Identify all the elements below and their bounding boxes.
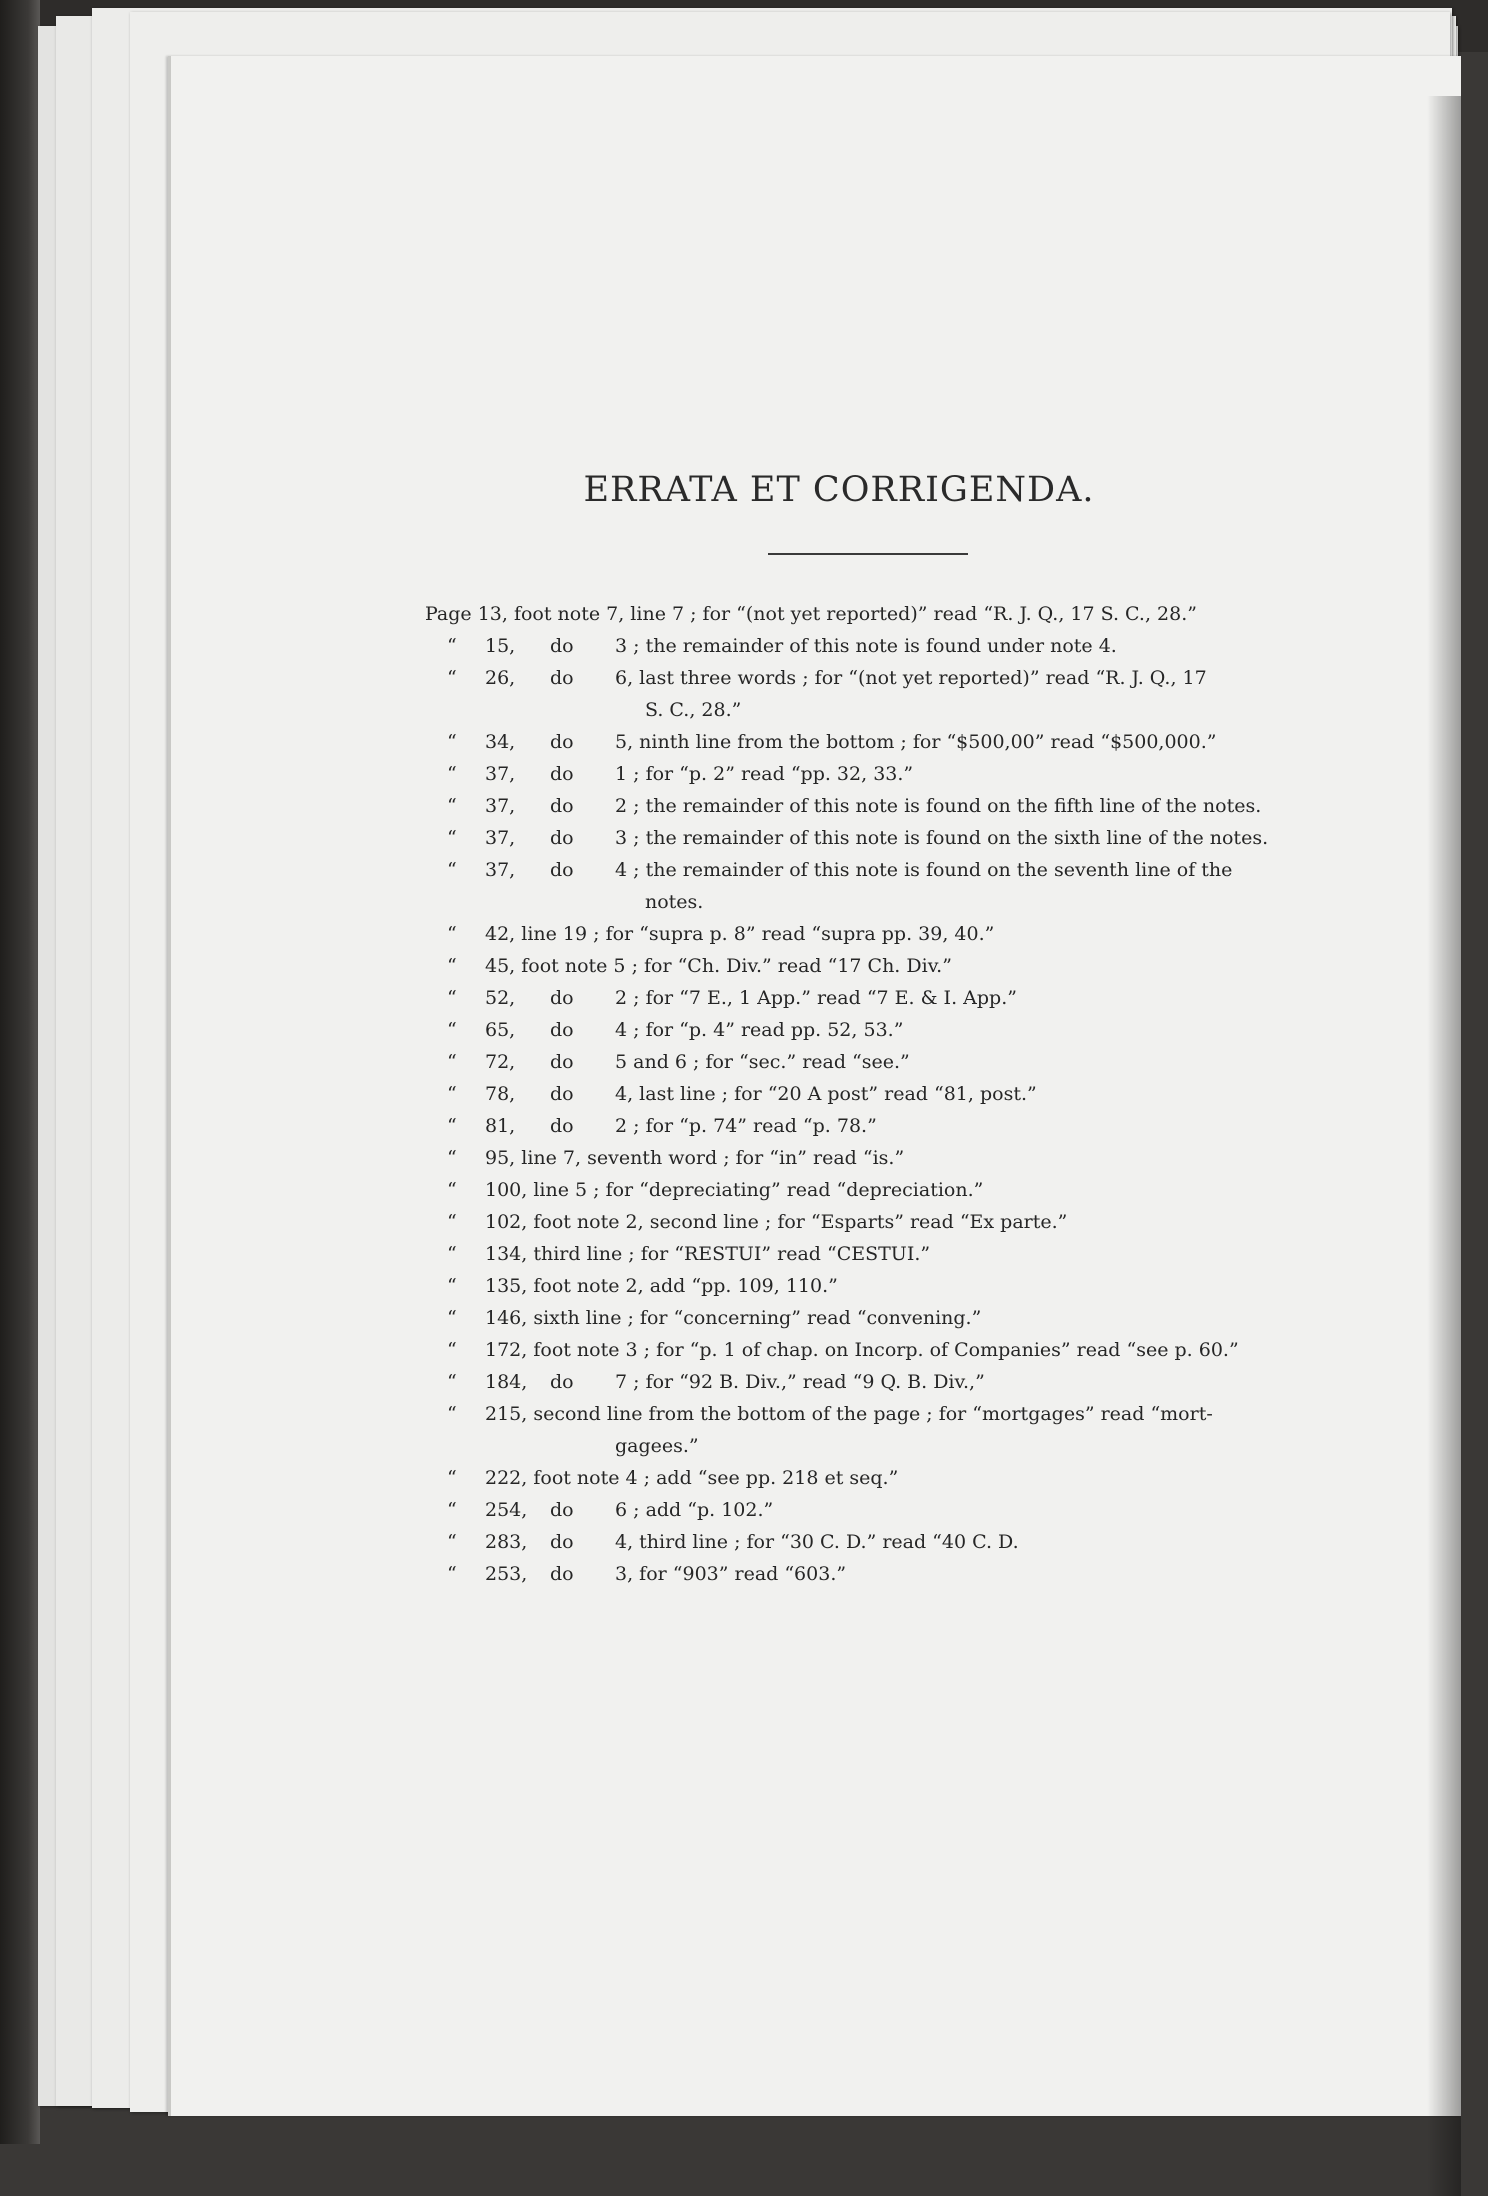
errata-entry-text: 4, third line ; for “30 C. D.” read “40 C. D. [615, 1531, 1019, 1553]
errata-entry-text: 172, foot note 3 ; for “p. 1 of chap. on Incorp. of Companies” read “see p. 60.” [485, 1339, 1239, 1361]
errata-entry-text: 102, foot note 2, second line ; for “Esparts” read “Ex parte.” [485, 1211, 1068, 1233]
ditto-mark: “ [447, 1243, 457, 1265]
ditto-mark: “ [447, 1307, 457, 1329]
errata-list [425, 598, 1325, 1590]
errata-entry [425, 1302, 1325, 1334]
ditto-mark: “ [447, 955, 457, 977]
ditto-mark: “ [447, 1051, 457, 1073]
errata-entry [425, 1558, 1325, 1590]
ditto-mark: “ [447, 635, 457, 657]
errata-page-number: 81, [485, 1115, 516, 1137]
ditto-mark: “ [447, 1179, 457, 1201]
errata-page-number: 37, [485, 827, 516, 849]
ditto-mark: “ [447, 1531, 457, 1553]
errata-entry [425, 1334, 1325, 1366]
errata-entry-text: 6, last three words ; for “(not yet reported)” read “R. J. Q., 17 [615, 667, 1207, 689]
errata-page-number: 253, [485, 1563, 528, 1585]
ditto-mark: “ [447, 827, 457, 849]
title-rule [768, 553, 968, 555]
errata-page-number: 283, [485, 1531, 528, 1553]
ditto-mark: “ [447, 1115, 457, 1137]
errata-page-number: 72, [485, 1051, 516, 1073]
ditto-mark: “ [447, 667, 457, 689]
ditto-mark: “ [447, 731, 457, 753]
errata-entry [425, 822, 1325, 854]
ditto-mark: “ [447, 1019, 457, 1041]
ditto-mark: “ [447, 1275, 457, 1297]
errata-page-number: 65, [485, 1019, 516, 1041]
errata-ditto-word: do [550, 827, 574, 849]
errata-entry [425, 1270, 1325, 1302]
errata-entry [425, 790, 1325, 822]
errata-entry-continuation: gagees.” [615, 1435, 699, 1457]
errata-page-number: 26, [485, 667, 516, 689]
errata-ditto-word: do [550, 1019, 574, 1041]
errata-entry-text: 95, line 7, seventh word ; for “in” read “is.” [485, 1147, 905, 1169]
errata-entry [425, 982, 1325, 1014]
errata-entry [425, 950, 1325, 982]
errata-entry-text: 100, line 5 ; for “depreciating” read “depreciation.” [485, 1179, 984, 1201]
errata-entry-text: 4 ; the remainder of this note is found on the seventh line of the [615, 859, 1233, 881]
errata-entry-text: Page 13, foot note 7, line 7 ; for “(not yet reported)” read “R. J. Q., 17 S. C., 28.” [425, 603, 1197, 625]
errata-ditto-word: do [550, 1563, 574, 1585]
errata-ditto-word: do [550, 1115, 574, 1137]
errata-entry [425, 1078, 1325, 1110]
errata-entry [425, 1206, 1325, 1238]
errata-entry [425, 1014, 1325, 1046]
page-binding-shadow [1427, 96, 1461, 2196]
errata-entry [425, 1174, 1325, 1206]
errata-entry-text: 5 and 6 ; for “sec.” read “see.” [615, 1051, 910, 1073]
errata-page-number: 254, [485, 1499, 528, 1521]
errata-page-number: 37, [485, 763, 516, 785]
scan-background-left [0, 0, 40, 2144]
errata-entry-text: 4, last line ; for “20 A post” read “81, post.” [615, 1083, 1037, 1105]
errata-ditto-word: do [550, 1531, 574, 1553]
errata-entry [425, 662, 1325, 726]
errata-entry-text: 42, line 19 ; for “supra p. 8” read “supra pp. 39, 40.” [485, 923, 995, 945]
errata-entry-text: 5, ninth line from the bottom ; for “$500,00” read “$500,000.” [615, 731, 1217, 753]
errata-ditto-word: do [550, 859, 574, 881]
ditto-mark: “ [447, 1499, 457, 1521]
errata-entry [425, 630, 1325, 662]
errata-entry-first [425, 598, 1325, 630]
errata-entry-text: 135, foot note 2, add “pp. 109, 110.” [485, 1275, 838, 1297]
errata-entry-text: 134, third line ; for “RESTUI” read “CESTUI.” [485, 1243, 931, 1265]
errata-entry-text: 3 ; the remainder of this note is found on the sixth line of the notes. [615, 827, 1269, 849]
errata-ditto-word: do [550, 1371, 574, 1393]
ditto-mark: “ [447, 1371, 457, 1393]
errata-entry [425, 1110, 1325, 1142]
errata-entry [425, 1366, 1325, 1398]
errata-entry-text: 1 ; for “p. 2” read “pp. 32, 33.” [615, 763, 914, 785]
page-title: ERRATA ET CORRIGENDA. [583, 470, 1095, 510]
errata-page-number: 52, [485, 987, 516, 1009]
errata-ditto-word: do [550, 763, 574, 785]
errata-entry-text: 215, second line from the bottom of the page ; for “mortgages” read “mort- [485, 1403, 1213, 1425]
ditto-mark: “ [447, 763, 457, 785]
errata-entry-text: 3, for “903” read “603.” [615, 1563, 847, 1585]
errata-entry-text: 146, sixth line ; for “concerning” read “convening.” [485, 1307, 982, 1329]
errata-ditto-word: do [550, 1051, 574, 1073]
errata-entry [425, 726, 1325, 758]
errata-ditto-word: do [550, 1499, 574, 1521]
ditto-mark: “ [447, 859, 457, 881]
ditto-mark: “ [447, 1339, 457, 1361]
errata-entry [425, 1462, 1325, 1494]
errata-page-number: 78, [485, 1083, 516, 1105]
errata-page-number: 184, [485, 1371, 528, 1393]
errata-entry [425, 1398, 1325, 1462]
ditto-mark: “ [447, 923, 457, 945]
errata-entry [425, 1238, 1325, 1270]
errata-entry-continuation: notes. [645, 891, 704, 913]
errata-entry-text: 45, foot note 5 ; for “Ch. Div.” read “17 Ch. Div.” [485, 955, 952, 977]
errata-entry-text: 4 ; for “p. 4” read pp. 52, 53.” [615, 1019, 904, 1041]
errata-entry [425, 1142, 1325, 1174]
errata-entry-text: 2 ; for “7 E., 1 App.” read “7 E. & I. App.” [615, 987, 1017, 1009]
errata-entry [425, 854, 1325, 918]
errata-entry-text: 3 ; the remainder of this note is found under note 4. [615, 635, 1117, 657]
errata-ditto-word: do [550, 795, 574, 817]
errata-ditto-word: do [550, 987, 574, 1009]
errata-entry-text: 2 ; the remainder of this note is found on the fifth line of the notes. [615, 795, 1262, 817]
ditto-mark: “ [447, 1083, 457, 1105]
errata-entry-text: 6 ; add “p. 102.” [615, 1499, 774, 1521]
errata-page-number: 15, [485, 635, 516, 657]
ditto-mark: “ [447, 987, 457, 1009]
errata-entry-text: 2 ; for “p. 74” read “p. 78.” [615, 1115, 877, 1137]
errata-ditto-word: do [550, 1083, 574, 1105]
errata-ditto-word: do [550, 635, 574, 657]
errata-page-number: 34, [485, 731, 516, 753]
errata-entry [425, 758, 1325, 790]
errata-entry-continuation: S. C., 28.” [645, 699, 742, 721]
errata-entry-text: 7 ; for “92 B. Div.,” read “9 Q. B. Div.,” [615, 1371, 985, 1393]
errata-entry [425, 1046, 1325, 1078]
ditto-mark: “ [447, 1563, 457, 1585]
errata-ditto-word: do [550, 667, 574, 689]
errata-entry [425, 1526, 1325, 1558]
errata-page-number: 37, [485, 859, 516, 881]
ditto-mark: “ [447, 1467, 457, 1489]
ditto-mark: “ [447, 1147, 457, 1169]
errata-entry [425, 1494, 1325, 1526]
errata-entry-text: 222, foot note 4 ; add “see pp. 218 et seq.” [485, 1467, 899, 1489]
errata-entry [425, 918, 1325, 950]
ditto-mark: “ [447, 1403, 457, 1425]
ditto-mark: “ [447, 795, 457, 817]
ditto-mark: “ [447, 1211, 457, 1233]
errata-ditto-word: do [550, 731, 574, 753]
errata-page-number: 37, [485, 795, 516, 817]
